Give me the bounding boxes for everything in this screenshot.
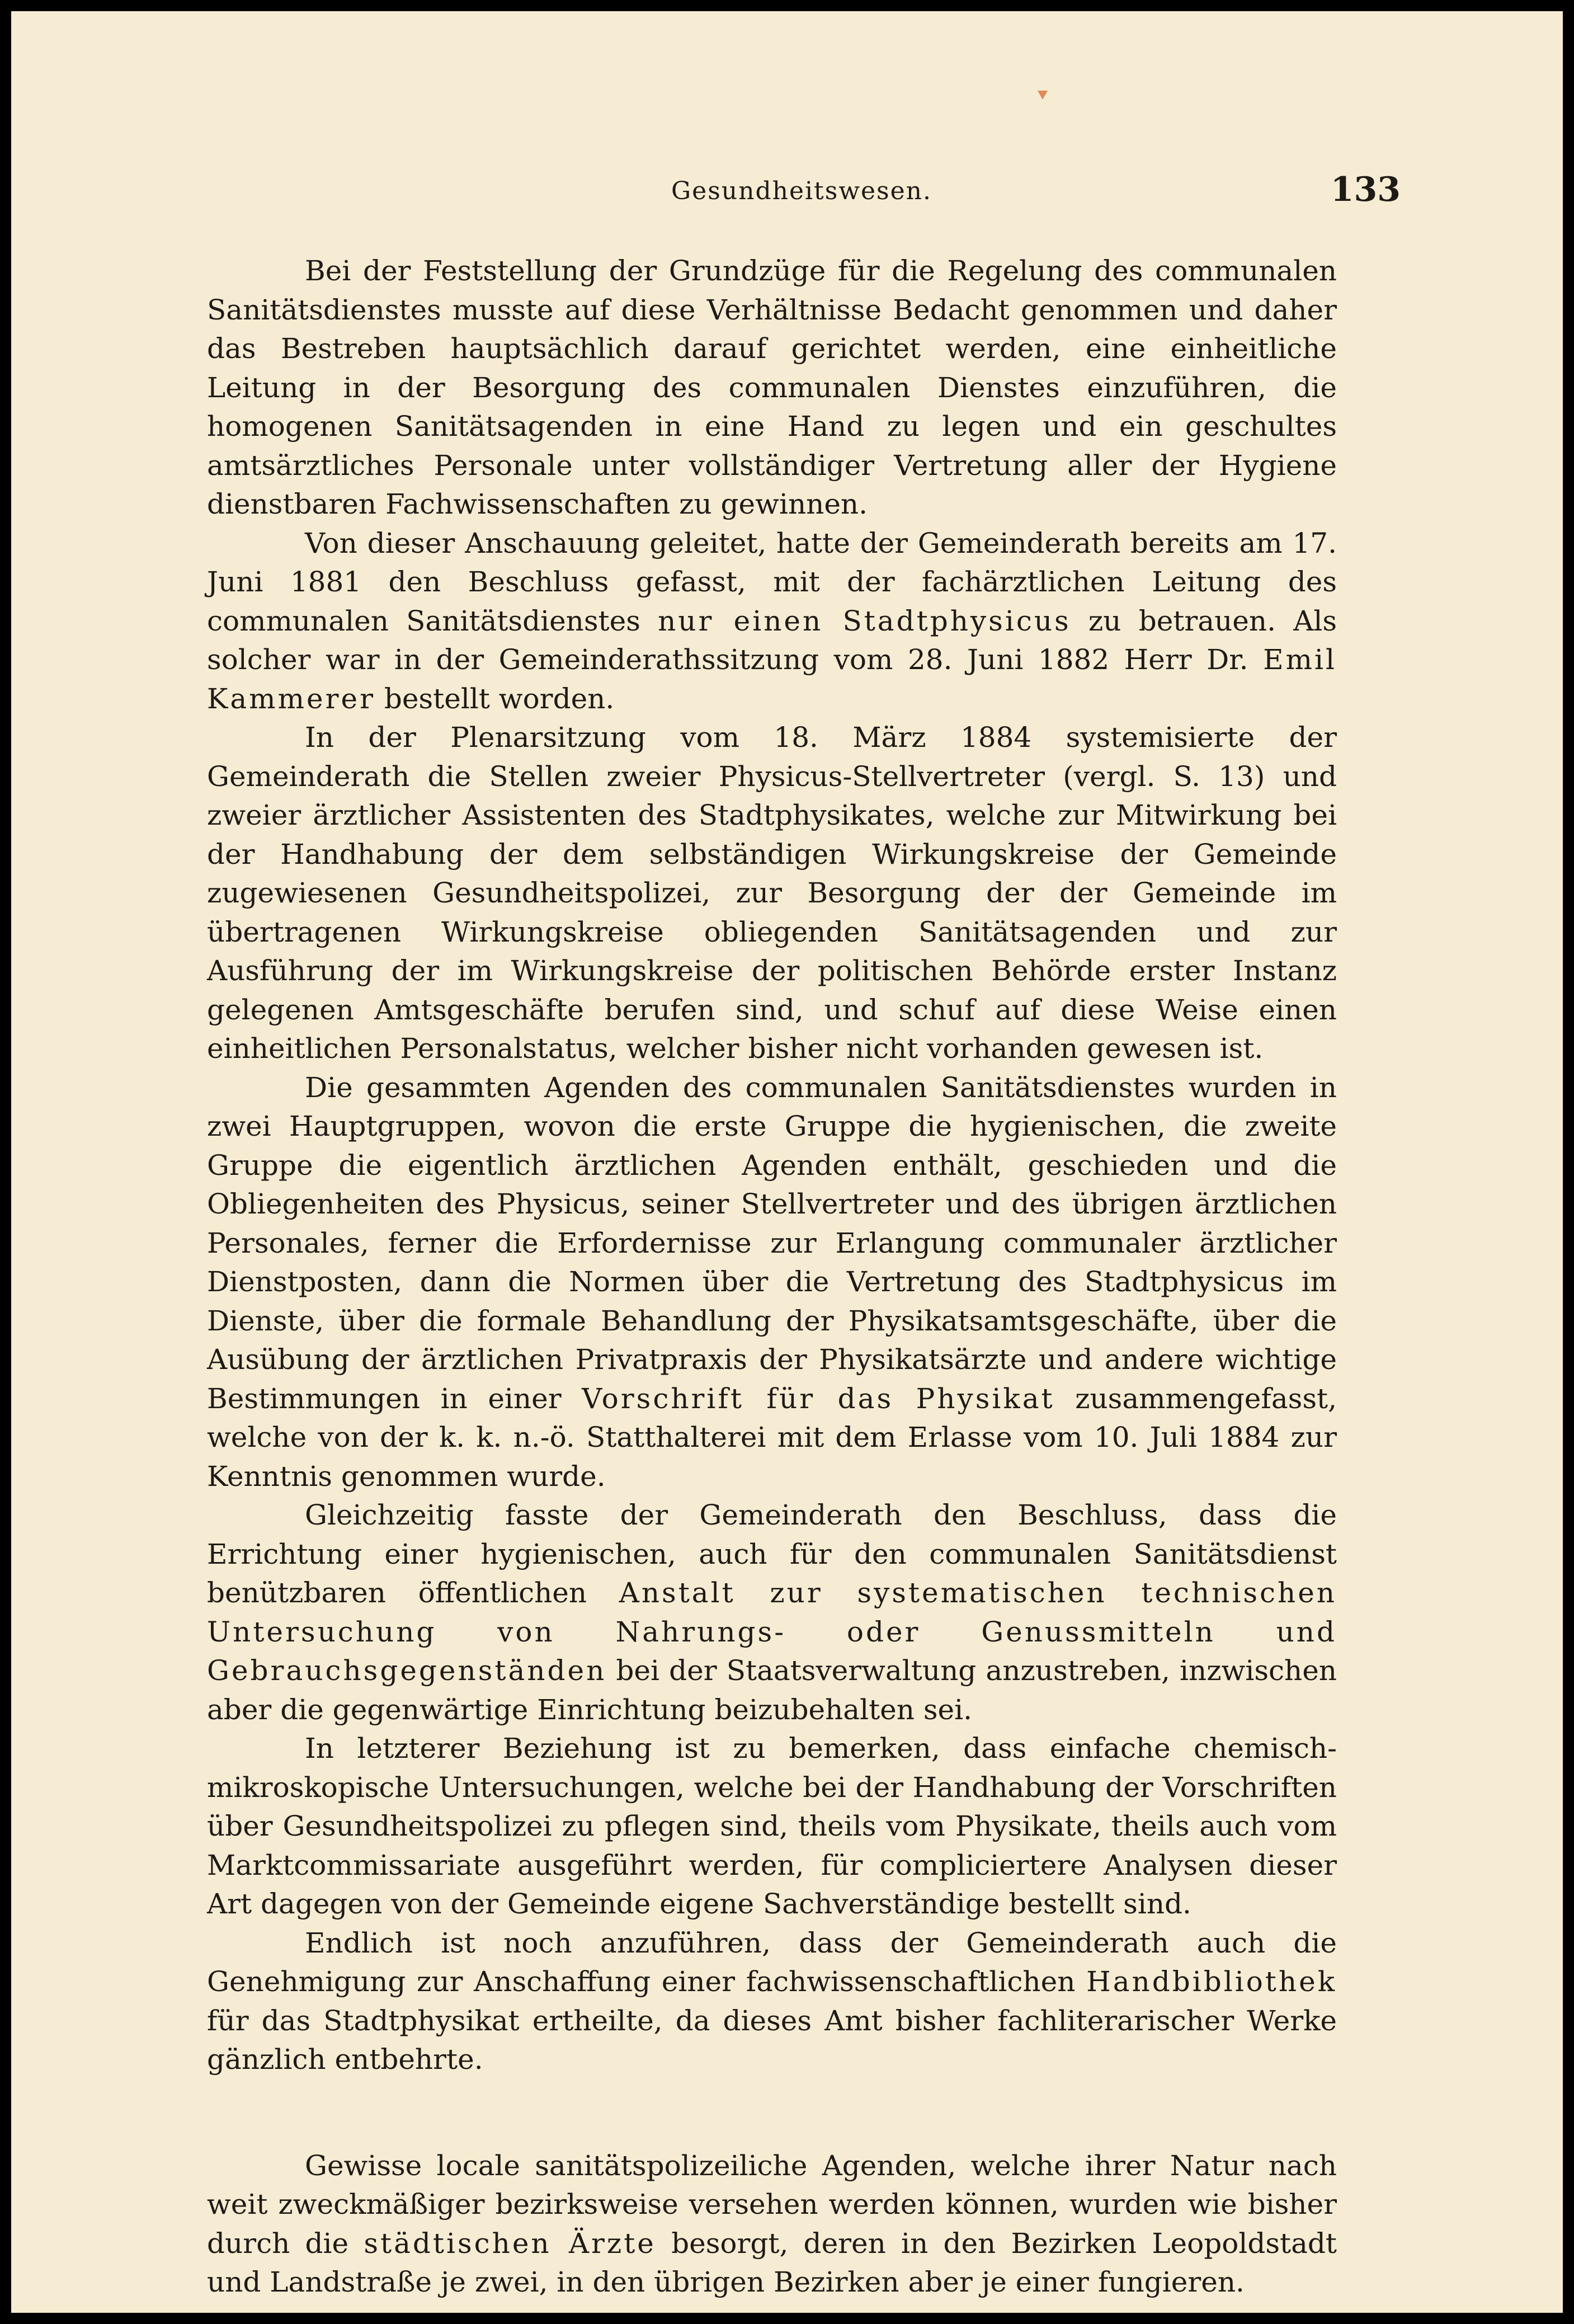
page-number: 133: [1330, 170, 1401, 209]
paragraph-feststellung: [207, 252, 1337, 524]
paragraph-plenarsitzung: [207, 718, 1337, 1069]
paragraph-text: zu betrauen. Als solcher war in der Gemeinderathssitzung vom 28. Juni 1882 Herr Dr.: [207, 604, 1337, 676]
paragraph-endlich: [207, 1924, 1337, 2080]
paragraph-text: für das Stadtphysikat ertheilte, da dieses Amt bisher fachliterarischer Werke gänzlich entbehrte.: [207, 2004, 1337, 2076]
ink-mark: [1038, 91, 1048, 100]
section-gap: [207, 2080, 1337, 2147]
emphasis-text: städtischen Ärzte: [364, 2227, 656, 2260]
paragraph-staedtische-aerzte: [207, 2147, 1337, 2302]
paragraph-text: besorgt, deren in den Bezirken Leopoldstadt und Landstraße je zwei, in den übrigen Bezirken aber je einer fungieren.: [207, 2227, 1337, 2298]
paragraph-text: bei der Staatsverwaltung anzustreben, inzwischen aber die gegenwärtige Einrichtung beizubehalten sei.: [207, 1654, 1337, 1726]
paragraph-text: Endlich ist noch anzuführen, dass der Gemeinderath auch die Genehmigung zur Anschaffung einer fachwissenschaftlichen: [207, 1926, 1337, 1998]
paragraph-text: Gleichzeitig fasste der Gemeinderath den Beschluss, dass die Errichtung einer hygienischen, auch für den communalen Sanitätsdienst benützbaren öffentlichen: [207, 1499, 1337, 1609]
paragraph-gleichzeitig: [207, 1496, 1337, 1729]
emphasis-text: Anstalt zur systematischen technischen Untersuchung von Nahrungs- oder Genussmitteln und Gebrauchsgegenständen: [207, 1577, 1337, 1687]
paragraph-text: Von dieser Anschauung geleitet, hatte der Gemeinderath bereits am 17. Juni 1881 den Beschluss gefasst, mit der fachärztlichen Leitung des communalen Sanitätsdienstes: [207, 526, 1337, 637]
paragraph-text: Gewisse locale sanitätspolizeiliche Agenden, welche ihrer Natur nach weit zweckmäßiger bezirksweise versehen werden können, wurden wie bisher durch die: [207, 2149, 1337, 2260]
body-text: [207, 252, 1337, 2302]
paragraph-anschauung: [207, 524, 1337, 719]
paragraph-text: zusammengefasst, welche von der k. k. n.-ö. Statthalterei mit dem Erlasse vom 10. Juli 1884 zur Kenntnis genommen wurde.: [207, 1382, 1337, 1493]
document-page: [11, 11, 1563, 2313]
paragraph-text: bestellt worden.: [375, 682, 615, 715]
paragraph-text: Die gesammten Agenden des communalen Sanitätsdienstes wurden in zwei Hauptgruppen, wovon die erste Gruppe die hygienischen, die zweite Gruppe die eigentlich ärztlichen Agenden enthält, geschieden und die Obliegenheiten des Physicus, seiner Stellvertreter und des übrigen ärztlichen Personales, ferner die Erfordernisse zur Erlangung communaler ärztlicher Dienstposten, dann die Normen über die Vertretung des Stadtphysicus im Dienste, über die formale Behandlung der Physikatsamtsgeschäfte, über die Ausübung der ärztlichen Privatpraxis der Physikatsärzte und andere wichtige Bestimmungen in einer: [207, 1071, 1337, 1415]
paragraph-text: In der Plenarsitzung vom 18. März 1884 systemisierte der Gemeinderath die Stellen zweier Physicus-Stellvertreter (vergl. S. 13) und zweier ärztlicher Assistenten des Stadtphysikates, welche zur Mitwirkung bei der Handhabung der dem selbständigen Wirkungskreise der Gemeinde zugewiesenen Gesundheitspolizei, zur Besorgung der der Gemeinde im übertragenen Wirkungskreise obliegenden Sanitätsagenden und zur Ausführung der im Wirkungskreise der politischen Behörde erster Instanz gelegenen Amtsgeschäfte berufen sind, und schuf auf diese Weise einen einheitlichen Personalstatus, welcher bisher nicht vorhanden gewesen ist.: [207, 721, 1337, 1065]
paragraph-agenden: [207, 1069, 1337, 1497]
emphasis-text: Handbibliothek: [1086, 1965, 1337, 1998]
paragraph-beziehung: [207, 1729, 1337, 1924]
paragraph-text: Bei der Feststellung der Grundzüge für die Regelung des communalen Sanitätsdienstes musste auf diese Verhältnisse Bedacht genommen und daher das Bestreben hauptsächlich darauf gerichtet werden, eine einheitliche Leitung in der Besorgung des communalen Dienstes einzuführen, die homogenen Sanitätsagenden in eine Hand zu legen und ein geschultes amtsärztliches Personale unter vollständiger Vertretung aller der Hygiene dienstbaren Fachwissenschaften zu gewinnen.: [207, 255, 1337, 520]
emphasis-name: Emil Kammerer: [207, 643, 1337, 715]
page-header: [11, 167, 1563, 217]
paragraph-text: In letzterer Beziehung ist zu bemerken, dass einfache chemisch-mikroskopische Untersuchungen, welche bei der Handhabung der Vorschriften über Gesundheitspolizei zu pflegen sind, theils vom Physikate, theils auch vom Marktcommissariate ausgeführt werden, für compliciertere Analysen dieser Art dagegen von der Gemeinde eigene Sachverständige bestellt sind.: [207, 1732, 1337, 1920]
running-head: Gesundheitswesen.: [671, 177, 932, 205]
emphasis-text: nur einen Stadtphysicus: [658, 604, 1071, 637]
emphasis-text: Vorschrift für das Physikat: [582, 1382, 1055, 1415]
